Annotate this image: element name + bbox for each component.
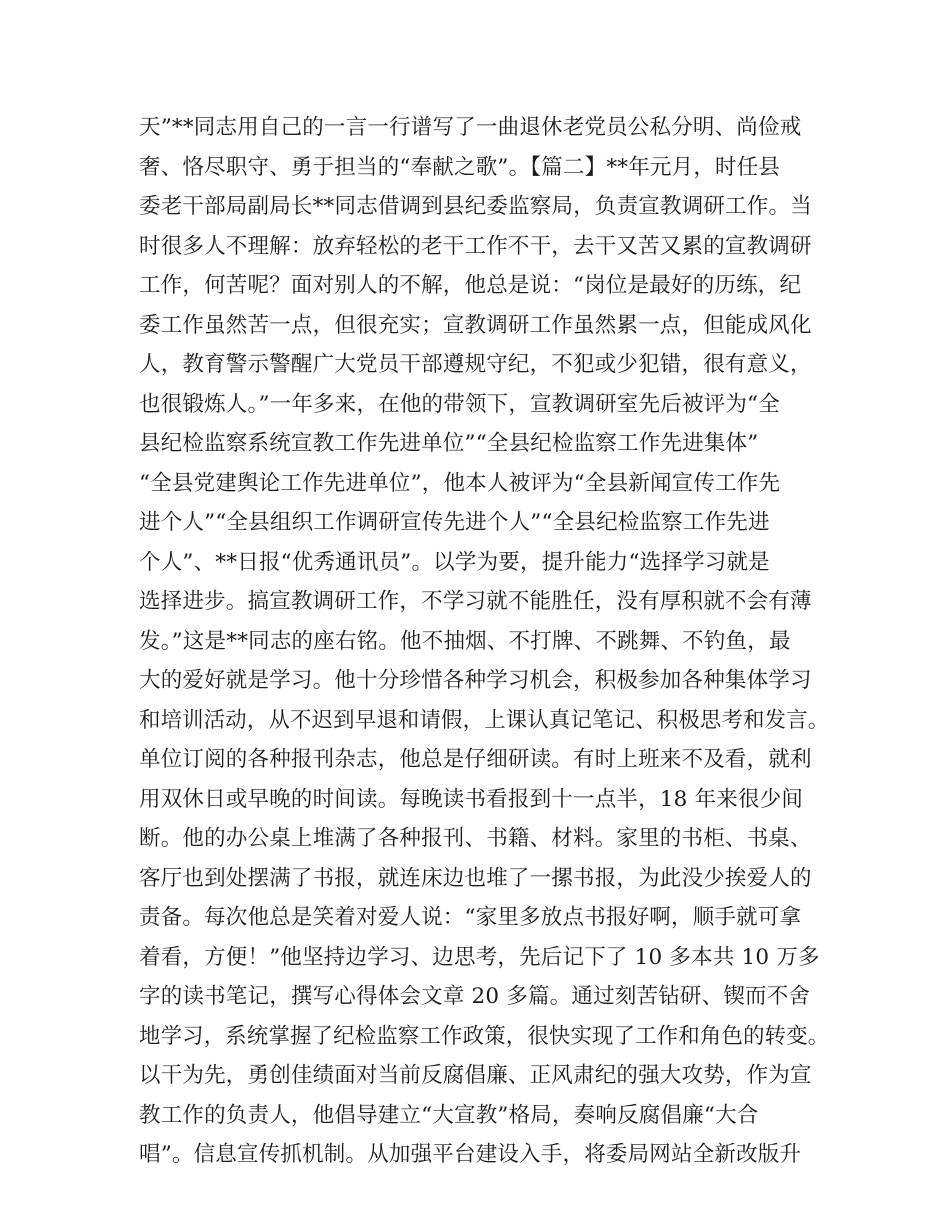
text-line: 也很锻炼人。”一年多来，在他的带领下，宣教调研室先后被评为“全 [139, 391, 780, 417]
text-line: 人，教育警示警醒广大党员干部遵规守纪，不犯或少犯错，很有意义， [139, 352, 812, 377]
text-line: 单位订阅的各种报刊杂志，他总是仔细研读。有时上班来不及看，就利 [139, 747, 812, 772]
text-line: 县纪检监察系统宣教工作先进单位”“全县纪检监察工作先进集体” [139, 431, 759, 456]
text-line: 地学习，系统掌握了纪检监察工作政策，很快实现了工作和角色的转变。 [139, 1023, 830, 1049]
text-line: 大的爱好就是学习。他十分珍惜各种学习机会，积极参加各种集体学习 [139, 668, 812, 693]
text-line: 和培训活动，从不迟到早退和请假，上课认真记笔记、积极思考和发言。 [139, 707, 830, 733]
text-line: 委工作虽然苦一点，但很充实；宣教调研工作虽然累一点，但能成风化 [139, 312, 812, 338]
text-line: 用双休日或早晚的时间读。每晚读书看报到十一点半，18 年来很少间 [139, 786, 804, 812]
text-line: 以干为先，勇创佳绩面对当前反腐倡廉、正风肃纪的强大攻势，作为宣 [139, 1063, 812, 1088]
text-line: 奢、恪尽职守、勇于担当的“奉献之歌”。【篇二】**年元月，时任县 [139, 154, 781, 180]
text-line: 发。”这是**同志的座右铭。他不抽烟、不打牌、不跳舞、不钓鱼，最 [139, 628, 791, 654]
text-line: 天”**同志用自己的一言一行谱写了一曲退休老党员公私分明、尚俭戒 [139, 115, 802, 140]
text-line: 进个人”“全县组织工作调研宣传先进个人”“全县纪检监察工作先进 [139, 510, 770, 535]
text-line: 委老干部局副局长**同志借调到县纪委监察局，负责宣教调研工作。当 [139, 194, 812, 219]
text-line: 断。他的办公桌上堆满了各种报刊、书籍、材料。家里的书柜、书桌、 [139, 826, 812, 851]
body-text [139, 108, 829, 1175]
text-line: 责备。每次他总是笑着对爱人说：“家里多放点书报好啊，顺手就可拿 [139, 905, 802, 930]
text-line: 时很多人不理解：放弃轻松的老干工作不干，去干又苦又累的宣教调研 [139, 233, 812, 259]
text-line: 着看，方便！”他坚持边学习、边思考，先后记下了 10 多本共 10 万多 [139, 944, 820, 970]
text-line: 工作，何苦呢？面对别人的不解，他总是说：“岗位是最好的历练，纪 [139, 273, 802, 298]
text-line: 教工作的负责人，他倡导建立“大宣教”格局，奏响反腐倡廉“大合 [139, 1102, 759, 1128]
text-line: 唱”。信息宣传抓机制。从加强平台建设入手，将委局网站全新改版升 [139, 1142, 802, 1167]
text-line: 选择进步。搞宣教调研工作，不学习就不能胜任，没有厚积就不会有薄 [139, 589, 812, 614]
text-line: “全县党建舆论工作先进单位”，他本人被评为“全县新闻宣传工作先 [139, 470, 781, 496]
text-line: 个人”、**日报“优秀通讯员”。以学为要，提升能力“选择学习就是 [139, 549, 770, 575]
text-line: 字的读书笔记，撰写心得体会文章 20 多篇。通过刻苦钻研、锲而不舍 [139, 984, 811, 1009]
text-line: 客厅也到处摆满了书报，就连床边也堆了一摞书报，为此没少挨爱人的 [139, 865, 812, 891]
